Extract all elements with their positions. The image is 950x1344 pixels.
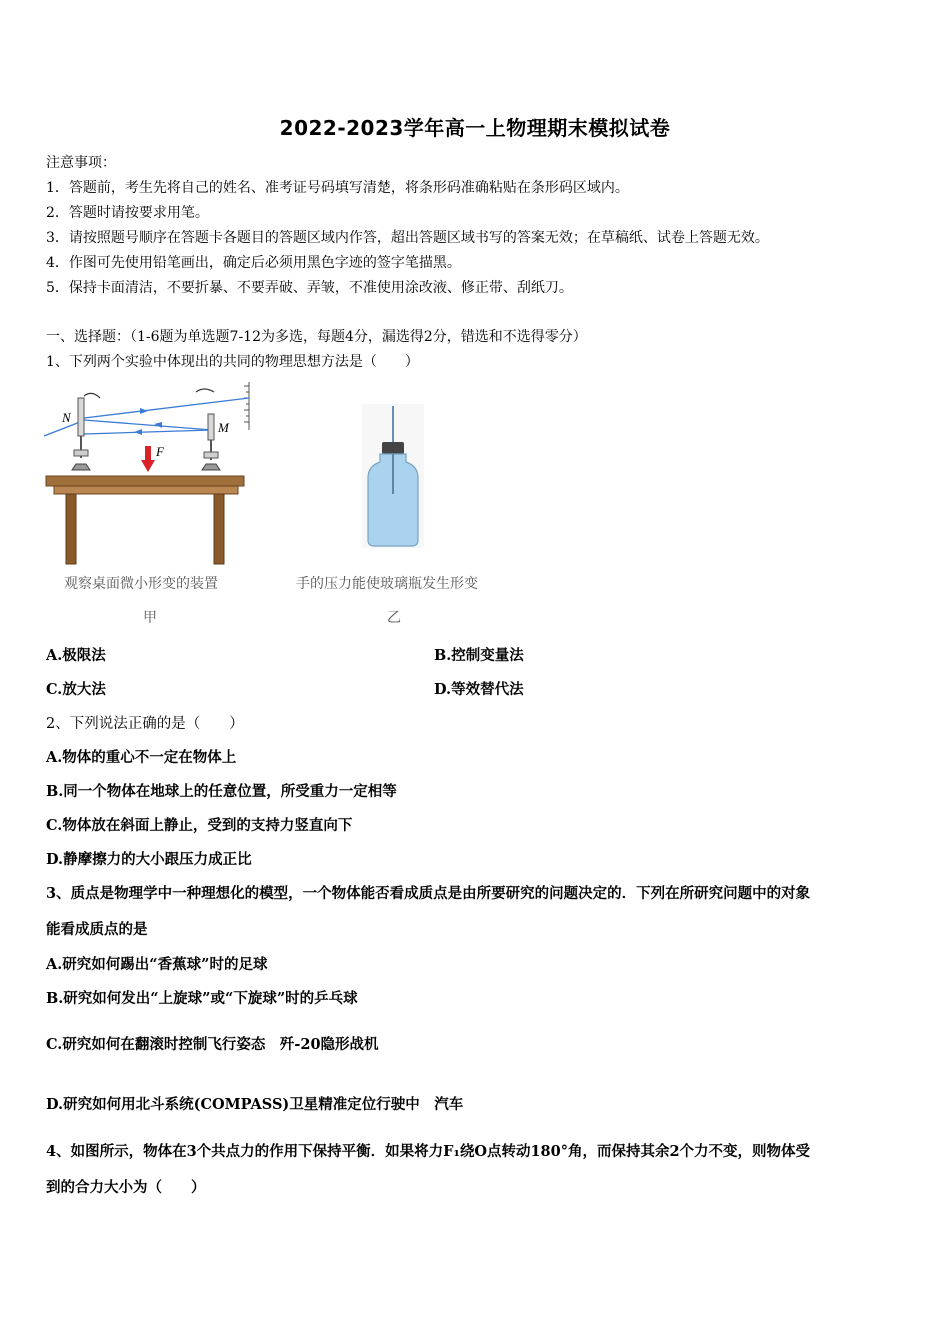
figure-right-label: 乙 [387,610,401,626]
q3-stem-line1: 3、质点是物理学中一种理想化的模型，一个物体能否看成质点是由所要研究的问题决定的．下列在所研究问题中的对象 [46,885,811,902]
q4-stem-line1: 4、如图所示，物体在3个共点力的作用下保持平衡．如果将力F₁绕O点转动180°角，而保持其余2个力不变，则物体受 [46,1143,811,1160]
rotation-arrow-m-icon [196,389,214,392]
q1-option-b[interactable]: B.控制变量法 [434,647,524,664]
page-title: 2022-2023学年高一上物理期末模拟试卷 [279,116,671,140]
notice-heading: 注意事项： [46,155,116,171]
figure-table-mirror-apparatus [44,378,256,568]
q4-stem-line2: 到的合力大小为（ ） [46,1179,206,1196]
q3-stem-line2: 能看成质点的是 [46,921,148,938]
section-heading: 一、选择题：（1-6题为单选题7-12为多选，每题4分，漏选得2分，错选和不选得零分） [46,329,587,345]
label-f: F [156,444,164,459]
q2-option-d[interactable]: D.静摩擦力的大小跟压力成正比 [46,851,252,868]
q1-stem: 1、下列两个实验中体现出的共同的物理思想方法是（ ） [46,354,419,370]
figure-left-caption: 观察桌面微小形变的装置 [64,576,218,592]
q2-option-c[interactable]: C.物体放在斜面上静止，受到的支持力竖直向下 [46,817,353,834]
ruler-scale [244,382,249,430]
q3-option-d[interactable]: D.研究如何用北斗系统(COMPASS)卫星精准定位行驶中 汽车 [46,1096,464,1113]
q3-option-a[interactable]: A.研究如何踢出“香蕉球”时的足球 [46,956,268,973]
label-n: N [62,410,71,425]
q2-option-b[interactable]: B.同一个物体在地球上的任意位置，所受重力一定相等 [46,783,397,800]
q2-option-a[interactable]: A.物体的重心不一定在物体上 [46,749,237,766]
q3-option-c[interactable]: C.研究如何在翻滚时控制飞行姿态 歼-20隐形战机 [46,1036,379,1053]
notice-item-2: 2．答题时请按要求用笔。 [46,205,209,221]
q3-option-b[interactable]: B.研究如何发出“上旋球”或“下旋球”时的乒乓球 [46,990,358,1007]
figure-right-caption: 手的压力能使玻璃瓶发生形变 [296,576,478,592]
figure-left-label: 甲 [143,610,157,626]
notice-item-1: 1．答题前，考生先将自己的姓名、准考证号码填写清楚，将条形码准确粘贴在条形码区域内。 [46,180,629,196]
notice-item-5: 5．保持卡面清洁，不要折暴、不要弄破、弄皱，不准使用涂改液、修正带、刮纸刀。 [46,280,573,296]
label-m: M [218,420,229,435]
notice-item-3: 3．请按照题号顺序在答题卡各题目的答题区域内作答，超出答题区域书写的答案无效；在草稿纸、试卷上答题无效。 [46,230,769,246]
rotation-arrow-n-icon [84,393,100,398]
q2-stem: 2、下列说法正确的是（ ） [46,716,244,732]
notice-item-4: 4．作图可先使用铅笔画出，确定后必须用黑色字迹的签字笔描黑。 [46,255,461,271]
figure-glass-bottle [362,404,424,548]
q1-option-a[interactable]: A.极限法 [46,647,106,664]
q1-option-c[interactable]: C.放大法 [46,681,106,698]
force-arrow-icon [141,446,155,472]
table [46,476,244,564]
q1-option-d[interactable]: D.等效替代法 [434,681,524,698]
